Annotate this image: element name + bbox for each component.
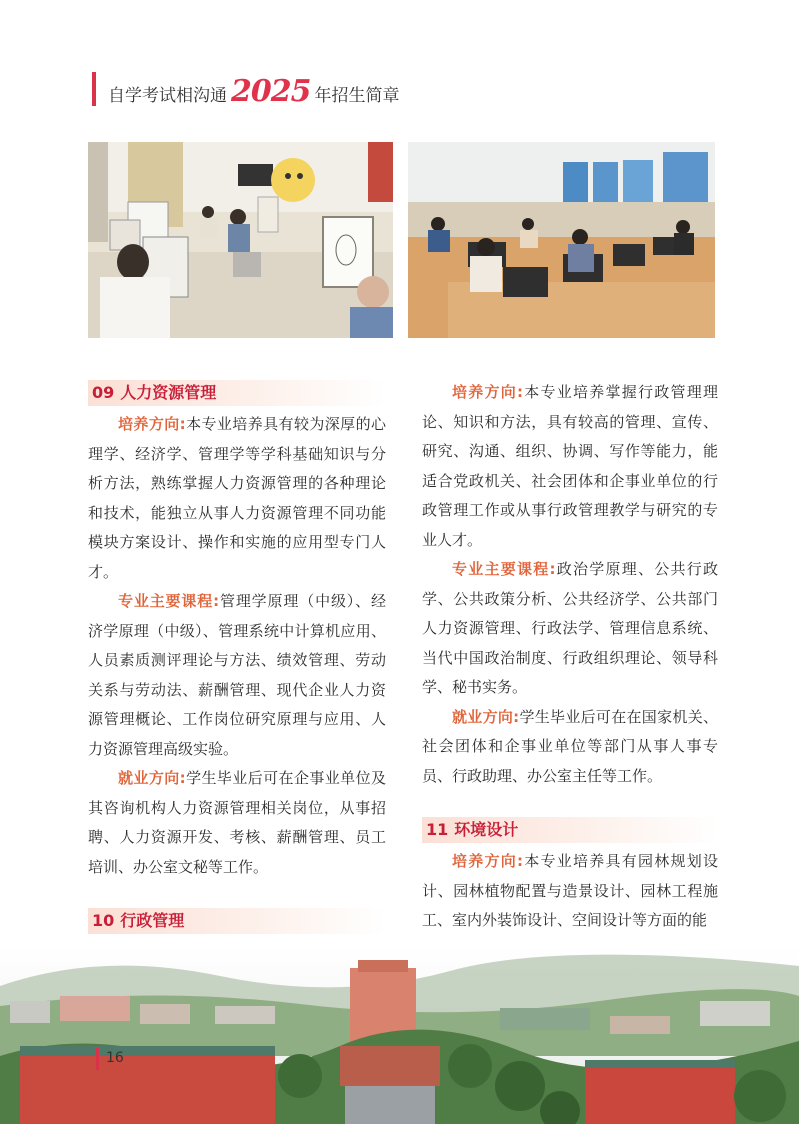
header-title-part2: 年招生简章 bbox=[314, 86, 400, 106]
right-column bbox=[422, 378, 718, 936]
header-year: 2025 bbox=[231, 74, 311, 109]
left-column bbox=[88, 380, 386, 938]
section-11-number: 11 bbox=[426, 820, 449, 839]
section-09-number: 09 bbox=[92, 383, 115, 402]
art-classroom-photo bbox=[88, 142, 393, 338]
section-10-goal bbox=[422, 378, 718, 555]
document-header bbox=[108, 76, 400, 111]
section-09-goal-text: 本专业培养具有较为深厚的心理学、经济学、管理学等学科基础知识与分析方法，熟练掌握人力资源管理的各种理论和技术，能独立从事人力资源管理不同功能模块方案设计、操作和实施的应用型专门人才。 bbox=[88, 415, 386, 581]
section-09-courses-text: 管理学原理（中级）、经济学原理（中级）、管理系统中计算机应用、人员素质测评理论与方法、绩效管理、劳动关系与劳动法、薪酬管理、现代企业人力资源管理概论、工作岗位研究原理与应用、人力资源管理高级实验。 bbox=[88, 592, 386, 758]
section-10-jobs bbox=[422, 703, 718, 792]
section-11-goal-label: 培养方向: bbox=[452, 852, 523, 870]
section-09-goal-label: 培养方向: bbox=[118, 415, 186, 433]
header-title-part1: 自学考试相沟通 bbox=[108, 86, 227, 106]
header-accent-bar bbox=[92, 72, 96, 106]
section-10-number: 10 bbox=[92, 911, 115, 930]
section-10-goal-label: 培养方向: bbox=[452, 383, 523, 401]
section-09-heading bbox=[88, 380, 386, 406]
section-10-courses-text: 政治学原理、公共行政学、公共政策分析、公共经济学、公共部门人力资源管理、行政法学、管理信息系统、当代中国政治制度、行政组织理论、领导科学、秘书实务。 bbox=[422, 560, 718, 696]
section-10-goal-text: 本专业培养掌握行政管理理论、知识和方法，具有较高的管理、宣传、研究、沟通、组织、协调、写作等能力，能适合党政机关、社会团体和企事业单位的行政管理工作或从事行政管理教学与研究的专业人才。 bbox=[422, 383, 718, 549]
campus-aerial-image bbox=[0, 946, 799, 1124]
section-10-courses-label: 专业主要课程: bbox=[452, 560, 556, 578]
section-10-heading bbox=[88, 908, 386, 934]
section-09-courses bbox=[88, 587, 386, 764]
section-09-jobs-label: 就业方向: bbox=[118, 769, 186, 787]
section-10-courses bbox=[422, 555, 718, 703]
computer-lab-photo bbox=[408, 142, 715, 338]
section-09-title: 人力资源管理 bbox=[120, 383, 217, 402]
section-11-goal-text: 本专业培养具有园林规划设计、园林植物配置与造景设计、园林工程施工、室内外装饰设计、空间设计等方面的能 bbox=[422, 852, 718, 929]
section-09-jobs-text: 学生毕业后可在企事业单位及其咨询机构人力资源管理相关岗位，从事招聘、人力资源开发、考核、薪酬管理、员工培训、办公室文秘等工作。 bbox=[88, 769, 386, 876]
section-11-goal bbox=[422, 847, 718, 936]
section-09-goal bbox=[88, 410, 386, 587]
section-11-title: 环境设计 bbox=[454, 820, 519, 839]
page-number-accent bbox=[96, 1048, 99, 1070]
section-11-heading bbox=[422, 817, 718, 843]
page-number: 16 bbox=[106, 1050, 124, 1066]
section-09-jobs bbox=[88, 764, 386, 882]
section-10-jobs-text: 学生毕业后可在在国家机关、社会团体和企事业单位等部门从事人事专员、行政助理、办公室主任等工作。 bbox=[422, 707, 718, 785]
section-10-title: 行政管理 bbox=[120, 911, 185, 930]
section-10-jobs-label: 就业方向: bbox=[452, 707, 520, 726]
section-09-courses-label: 专业主要课程: bbox=[118, 592, 220, 610]
